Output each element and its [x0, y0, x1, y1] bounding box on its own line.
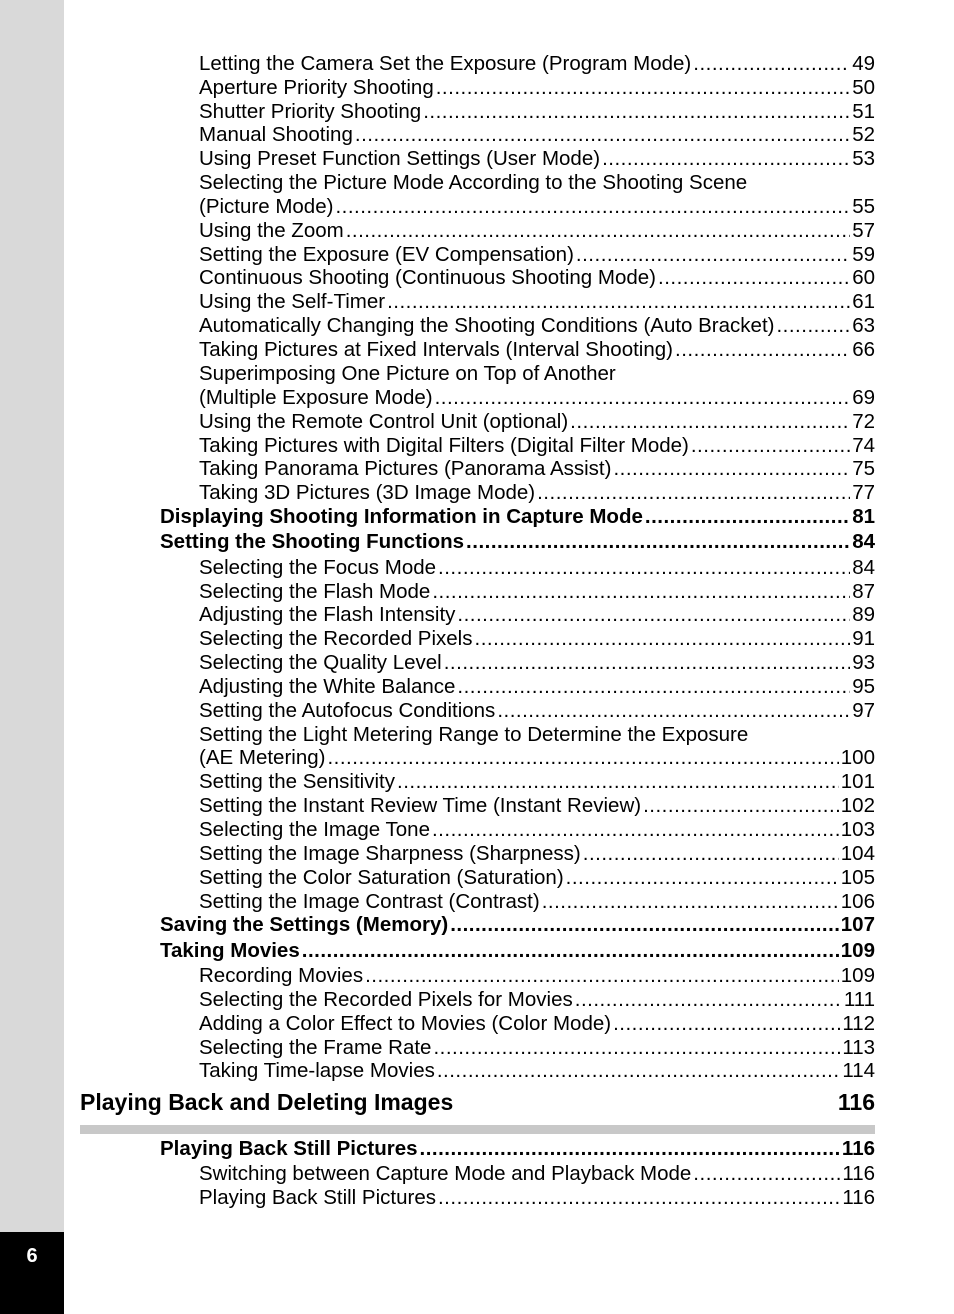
toc-entry-title: Setting the Sensitivity — [199, 770, 395, 793]
toc-entry-page: 87 — [852, 580, 875, 603]
toc-entry-page: 93 — [852, 651, 875, 674]
section-heading-page: 116 — [837, 1089, 875, 1115]
toc-entry-page: 91 — [852, 627, 875, 650]
toc-entry-title: Recording Movies — [199, 964, 364, 987]
side-strip — [0, 0, 64, 1232]
toc-entry-title: Letting the Camera Set the Exposure (Program Mode) — [199, 52, 692, 75]
toc-heading[interactable] — [160, 939, 875, 963]
toc-entry[interactable] — [199, 123, 875, 147]
toc-entry-title-line1[interactable]: Selecting the Picture Mode According to the Shooting Scene — [199, 171, 748, 194]
toc-entry-page: 101 — [840, 770, 875, 793]
toc-entry[interactable] — [199, 434, 875, 458]
toc-entry[interactable] — [199, 76, 875, 100]
toc-entry-page: 114 — [842, 1059, 875, 1082]
toc-entry[interactable] — [199, 481, 875, 505]
toc-entry-title: Adjusting the Flash Intensity — [199, 603, 456, 626]
toc-entry-page: 106 — [840, 890, 875, 913]
toc-entry-title: Playing Back Still Pictures — [199, 1186, 436, 1209]
toc-entry[interactable] — [199, 314, 875, 338]
toc-heading[interactable] — [160, 530, 875, 554]
toc-entry-page: 75 — [852, 457, 875, 480]
toc-entry-page: 95 — [852, 675, 875, 698]
toc-entry-page: 74 — [852, 434, 875, 457]
toc-entry-page: 77 — [852, 481, 875, 504]
toc-entry[interactable] — [199, 770, 875, 794]
toc-entry-title: Automatically Changing the Shooting Conditions (Auto Bracket) — [199, 314, 775, 337]
toc-entry-title: Using Preset Function Settings (User Mode) — [199, 147, 601, 170]
toc-heading-title: Taking Movies — [160, 939, 300, 962]
toc-entry[interactable] — [199, 195, 875, 219]
toc-entry[interactable] — [199, 1162, 875, 1186]
toc-entry-title: Selecting the Frame Rate — [199, 1036, 432, 1059]
toc-entry[interactable] — [199, 266, 875, 290]
toc-entry-page: 63 — [852, 314, 875, 337]
toc-entry-title: Taking Panorama Pictures (Panorama Assist) — [199, 457, 612, 480]
toc-entry-title: Setting the Instant Review Time (Instant Review) — [199, 794, 642, 817]
toc-entry-title: Continuous Shooting (Continuous Shooting Mode) — [199, 266, 656, 289]
toc-entry-page: 112 — [842, 1012, 875, 1035]
toc-heading-page: 109 — [840, 939, 875, 962]
toc-entry[interactable] — [199, 964, 875, 988]
toc-entry-page: 53 — [852, 147, 875, 170]
toc-entry-title: Selecting the Image Tone — [199, 818, 430, 841]
toc-entry[interactable] — [199, 386, 875, 410]
toc-entry-page: 84 — [852, 556, 875, 579]
toc-entry-page: 66 — [852, 338, 875, 361]
toc-entry[interactable] — [199, 675, 875, 699]
toc-entry[interactable] — [199, 52, 875, 76]
toc-entry[interactable] — [199, 457, 875, 481]
toc-entry-title: Selecting the Quality Level — [199, 651, 442, 674]
section-heading[interactable] — [80, 1088, 875, 1116]
toc-entry-title: Selecting the Recorded Pixels — [199, 627, 473, 650]
toc-entry-page: 57 — [852, 219, 875, 242]
toc-entry-page: 116 — [842, 1186, 875, 1209]
toc-entry-page: 59 — [852, 243, 875, 266]
toc-entry[interactable] — [199, 794, 875, 818]
toc-entry[interactable] — [199, 890, 875, 914]
toc-heading[interactable] — [160, 1137, 875, 1161]
toc-entry-title: Setting the Image Sharpness (Sharpness) — [199, 842, 581, 865]
toc-entry-title: Setting the Image Contrast (Contrast) — [199, 890, 540, 913]
toc-entry[interactable] — [199, 1186, 875, 1210]
toc-entry[interactable] — [199, 1059, 875, 1083]
toc-entry[interactable] — [199, 556, 875, 580]
toc-entry-title: Switching between Capture Mode and Playback Mode — [199, 1162, 692, 1185]
toc-heading-page: 116 — [841, 1137, 875, 1160]
toc-entry[interactable] — [199, 1036, 875, 1060]
toc-entry-page: 61 — [852, 290, 875, 313]
toc-entry-title: Taking Pictures with Digital Filters (Digital Filter Mode) — [199, 434, 689, 457]
toc-entry[interactable] — [199, 290, 875, 314]
toc-heading-page: 107 — [840, 913, 875, 936]
toc-entry[interactable] — [199, 580, 875, 604]
toc-heading-title: Displaying Shooting Information in Capture Mode — [160, 505, 643, 528]
toc-entry-page: 51 — [852, 100, 875, 123]
toc-entry-title: Taking Pictures at Fixed Intervals (Interval Shooting) — [199, 338, 673, 361]
toc-entry-title: Adding a Color Effect to Movies (Color Mode) — [199, 1012, 612, 1035]
toc-entry[interactable] — [199, 866, 875, 890]
toc-entry[interactable] — [199, 627, 875, 651]
toc-entry-page: 104 — [840, 842, 875, 865]
toc-entry[interactable] — [199, 219, 875, 243]
toc-entry-page: 52 — [852, 123, 875, 146]
toc-entry[interactable] — [199, 603, 875, 627]
toc-entry-page: 109 — [840, 964, 875, 987]
toc-entry-title: Using the Self-Timer — [199, 290, 386, 313]
toc-entry[interactable] — [199, 100, 875, 124]
toc-entry-page: 116 — [842, 1162, 875, 1185]
toc-entry-title: Setting the Exposure (EV Compensation) — [199, 243, 574, 266]
toc-entry-page: 89 — [852, 603, 875, 626]
toc-entry-page: 111 — [843, 988, 875, 1011]
toc-entry[interactable] — [199, 1012, 875, 1036]
toc-entry-title: Adjusting the White Balance — [199, 675, 456, 698]
toc-entry-page: 102 — [840, 794, 875, 817]
toc-entry[interactable] — [199, 243, 875, 267]
toc-heading[interactable] — [160, 505, 875, 529]
toc-entry-title: Aperture Priority Shooting — [199, 76, 434, 99]
toc-entry[interactable] — [199, 410, 875, 434]
toc-entry-title: Taking Time-lapse Movies — [199, 1059, 435, 1082]
toc-heading-title: Setting the Shooting Functions — [160, 530, 465, 553]
toc-entry-page: 72 — [852, 410, 875, 433]
toc-entry[interactable] — [199, 818, 875, 842]
toc-entry-title: (Picture Mode) — [199, 195, 334, 218]
toc-entry-title-line1[interactable]: Setting the Light Metering Range to Determine the Exposure — [199, 723, 749, 746]
toc-entry[interactable] — [199, 746, 875, 770]
toc-entry-title: (AE Metering) — [199, 746, 326, 769]
page-number: 6 — [26, 1245, 38, 1267]
toc-entry-page: 60 — [852, 266, 875, 289]
toc-entry[interactable] — [199, 651, 875, 675]
toc-entry[interactable] — [199, 699, 875, 723]
toc-entry-title: Using the Remote Control Unit (optional) — [199, 410, 569, 433]
toc-entry-title: Using the Zoom — [199, 219, 344, 242]
toc-heading[interactable] — [160, 913, 875, 937]
toc-entry-title: (Multiple Exposure Mode) — [199, 386, 433, 409]
toc-entry-page: 100 — [840, 746, 875, 769]
toc-entry-title: Selecting the Flash Mode — [199, 580, 431, 603]
toc-entry[interactable] — [199, 842, 875, 866]
toc-entry-page: 97 — [852, 699, 875, 722]
toc-entry-page: 55 — [852, 195, 875, 218]
toc-entry-title: Manual Shooting — [199, 123, 353, 146]
toc-entry-page: 103 — [840, 818, 875, 841]
toc-entry-title: Setting the Color Saturation (Saturation) — [199, 866, 564, 889]
toc-entry-page: 113 — [842, 1036, 875, 1059]
toc-entry-page: 105 — [840, 866, 875, 889]
toc-entry-page: 69 — [852, 386, 875, 409]
toc-entry-title: Selecting the Focus Mode — [199, 556, 437, 579]
toc-entry-title: Selecting the Recorded Pixels for Movies — [199, 988, 573, 1011]
toc-entry-page: 50 — [852, 76, 875, 99]
toc-entry-page: 49 — [852, 52, 875, 75]
toc-entry[interactable] — [199, 147, 875, 171]
toc-entry-title: Setting the Autofocus Conditions — [199, 699, 496, 722]
toc-entry-title: Shutter Priority Shooting — [199, 100, 422, 123]
toc-entry-title: Taking 3D Pictures (3D Image Mode) — [199, 481, 536, 504]
toc-entry[interactable] — [199, 988, 875, 1012]
section-heading-title: Playing Back and Deleting Images — [80, 1089, 454, 1115]
toc-entry[interactable] — [199, 338, 875, 362]
toc-entry-title-line1[interactable]: Superimposing One Picture on Top of Another — [199, 362, 616, 385]
toc-heading-page: 84 — [852, 530, 875, 553]
toc-heading-page: 81 — [852, 505, 875, 528]
section-divider — [80, 1125, 875, 1134]
toc-heading-title: Playing Back Still Pictures — [160, 1137, 418, 1160]
toc-heading-title: Saving the Settings (Memory) — [160, 913, 449, 936]
